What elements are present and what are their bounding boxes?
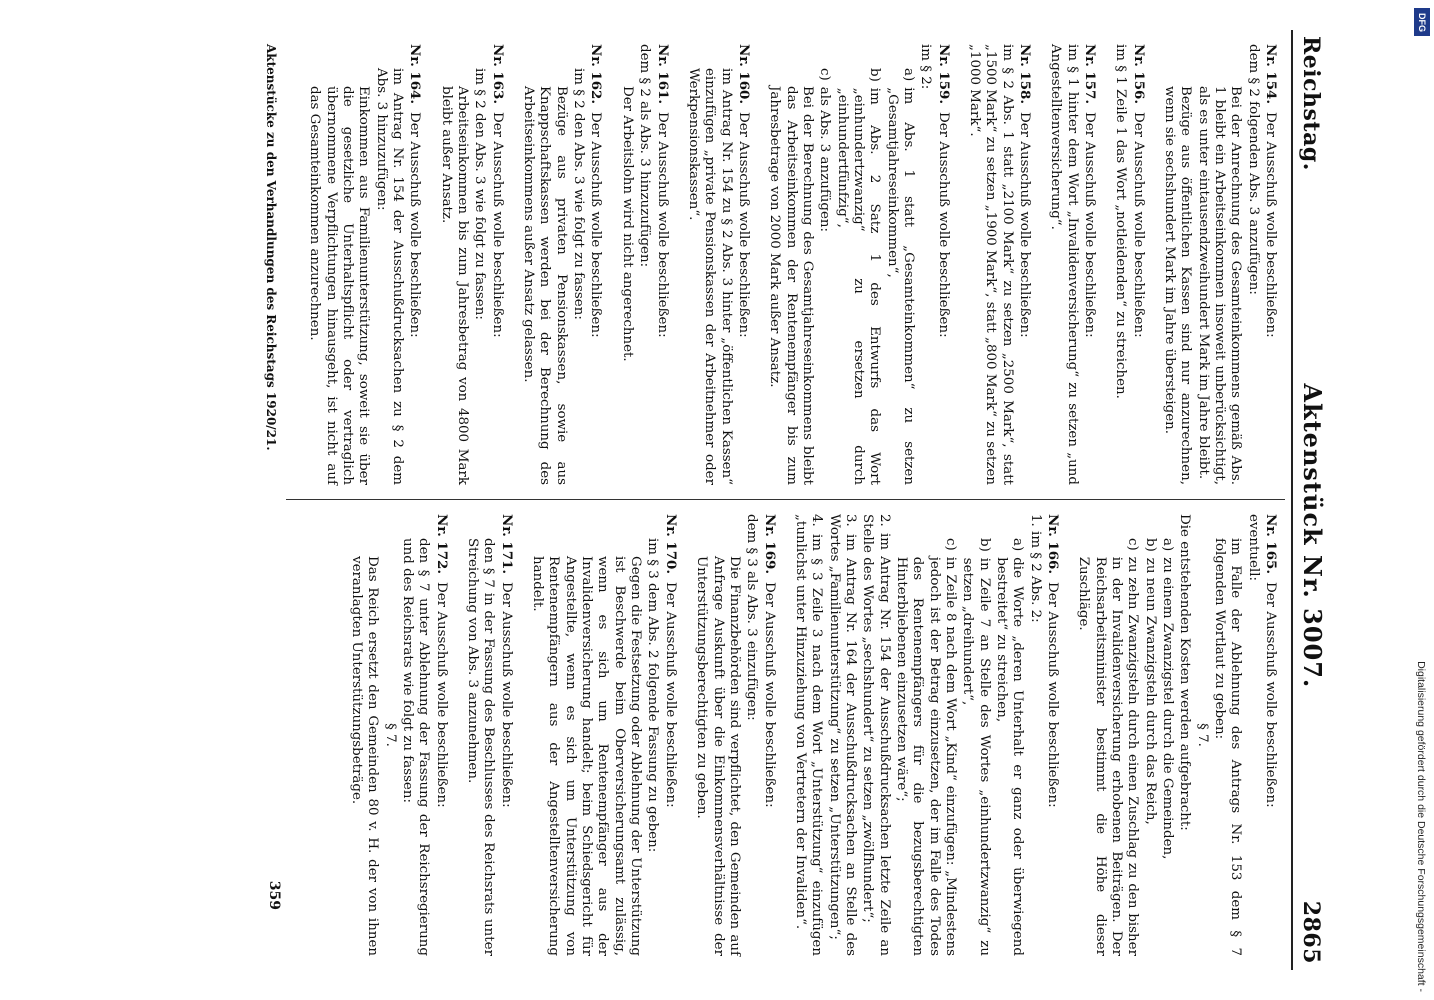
list-item-text: in Zeile 7 an Stelle des Wortes „einhundertzwanzig“ zu setzen „dreihundert“, [960,557,992,956]
motion-number: Nr. 172. [433,514,450,575]
motion-text: im § 2 den Abs. 3 wie folgt zu fassen: [571,68,587,320]
motion-number: Nr. 171. [498,514,515,575]
motion-intro: Der Ausschuß wolle beschließen: [935,112,951,338]
motion-number: Nr. 163. [489,44,506,105]
motion-number: Nr. 161. [654,44,671,105]
motion-number: Nr. 159. [935,44,952,105]
list-item-text: die Worte „deren Unterhalt er ganz oder überwiegend bestreitet“ zu streichen, [994,557,1026,956]
motion-entry [685,44,752,485]
motion-text: dem § 2 folgenden Abs. 3 anzufügen: [1245,44,1261,295]
motion-entry [1075,514,1279,956]
digitization-text: Digitalisierung gefördert durch die Deutsche Forschungsgemeinschaft - [1415,661,1427,992]
motion-entry [520,44,605,485]
motion-text: im § 3 dem Abs. 2 folgende Fassung zu geben: [645,538,661,853]
list-item-text: im Abs. 2 Satz 1 des Entwurfs das Wort „einhundertzwanzig“ zu ersetzen durch „einhundertfünfzig“, [834,87,883,485]
motion-text: im § 2 den Abs. 3 wie folgt zu fassen: [472,68,488,320]
list-item-text: in Zeile 8 nach dem Wort „Kind“ einzufügen: „Mindestens jedoch ist der Betrag einzusetzen, der im Falle des Todes des Rentenempfängers für die bezugsberechtigten Hinterbliebenen einzusetzen wäre“; [893,556,958,956]
motion-text: dem § 2 als Abs. 3 hinzuzufügen: [637,44,653,268]
motion-text: Der Arbeitslohn wird nicht angerechnet. [619,86,635,362]
motion-heading [1081,44,1098,485]
motion-text: den § 7 unter Ablehnung der Fassung der Reichsregierung und des Reichsrats wie folgt zu fassen: [400,538,432,956]
motion-text: im § 1 Zeile 1 das Wort „notleidenden“ zu streichen. [1113,44,1129,399]
list-item [1159,514,1175,956]
motion-text: im Antrag Nr. 154 der Ausschußdrucksachen zu § 2 dem Abs. 3 hinzuzufügen: [373,68,406,485]
motion-text: im § 2 Abs. 1 statt „2100 Mark“ zu setzen „2500 Mark“, statt „1500 Mark“ zu setzen „1900 Mark“, statt „800 Mark“ zu setzen „1000 Mark“. [967,44,1015,485]
motion-intro: Der Ausschuß wolle beschließen: [498,582,514,808]
motion-number: Nr. 157. [1082,44,1099,105]
list-item-marker: b) [1142,538,1158,552]
motion-intro: Der Ausschuß wolle beschließen: [1263,582,1279,808]
motion-entry [1047,44,1098,485]
header-title: Aktenstück Nr. 3007. [1298,383,1327,689]
motion-intro: Der Ausschuß wolle beschließen: [1130,112,1146,338]
motion-text: Bei der Berechnung des Gesamtjahreseinkommens bleibt das Arbeitseinkommen der Rentenempfänger bis zum Jahresbetrage von 2000 Mark außer Ansatz. [767,86,815,485]
right-column [286,500,1285,970]
motion-heading [661,514,678,956]
motion-heading [653,44,670,485]
motion-text: Einkommen aus Familienunterstützung, soweit sie über die gesetzliche Unterhaltspflicht oder vertraglich übernommene Verpflichtungen hinausgeht, ist nicht auf das Gesamteinkommen anzurechnen. [307,86,372,485]
list-item [1141,514,1157,956]
list-item-marker: b) [867,68,883,82]
list-item [816,44,832,485]
motion-text: den § 7 in der Fassung des Beschlusses des Reichsrats unter Streichung von Abs. 3 anzunehmen. [465,538,497,956]
section-heading: § 7. [382,723,398,747]
motion-text: im Antrag Nr. 154 zu § 2 Abs. 3 hinter „öffentlichen Kassen“ einzufügen „private Pensionskassen der Arbeitnehmer oder Werkpensionskassen“. [685,68,734,485]
motion-entry [618,44,670,485]
motion-text: Gegen die Festsetzung oder Ablehnung der Unterstützung ist Beschwerde beim Oberversicherungsamt zulässig, wenn es sich um Rentenempfänger aus der Invalidenversicherung handelt; beim Schiedsgericht für Angestellte, wenn es sich um Unterstützung von Rentenempfängern aus der Angestelltenversicherung handelt. [530,556,644,956]
motion-text: Die Finanzbehörden sind verpflichtet, den Gemeinden auf Anfrage Auskunft über die Einkommensverhältnisse der Unterstützungsberechtigten zu geben. [694,556,742,956]
motion-heading [432,514,449,956]
dfg-logo: DFG [1414,8,1430,36]
motion-text: eventuell: [1245,514,1261,582]
list-item [959,514,992,956]
left-column [286,30,1285,500]
list-item-marker: c) [817,68,833,81]
motion-intro: Der Ausschuß wolle beschließen: [654,112,670,338]
motion-heading [497,514,514,956]
list-item-text: zu neun Zwanzigsteln durch das Reich, [1142,557,1158,825]
motion-intro: Der Ausschuß wolle beschließen: [489,112,505,338]
motion-heading [1016,44,1033,485]
motion-number: Nr. 162. [588,44,605,105]
motion-text: im § 1 hinter dem Wort „Invalidenversicherung“ zu setzen „und Angestelltenversicherung“. [1048,44,1080,485]
motion-text: dem § 3 als Abs. 3 einzufügen: [744,514,760,721]
motion-number: Nr. 170. [662,514,679,575]
text-columns [286,30,1285,970]
list-item-marker: b) [976,538,992,552]
motion-number: Nr. 166. [1045,514,1062,575]
motion-entry [1161,44,1279,485]
motion-number: Nr. 156. [1130,44,1147,105]
motion-intro: Der Ausschuß wolle beschließen: [761,582,777,808]
page-header [1291,30,1377,970]
motion-intro: Der Ausschuß wolle beschließen: [588,112,604,338]
page-number: 2865 [1298,900,1324,964]
motion-text: 2. im Antrag Nr. 154 der Ausschußdrucksachen letzte Zeile an Stelle des Wortes „sechshundert“ zu setzen „zwölfhundert“; [860,514,892,956]
motion-intro: Der Ausschuß wolle beschließen: [1263,112,1279,338]
motion-heading [1044,514,1061,956]
list-item-text: zu zehn Zwanzigsteln durch einen Zuschlag zu den bisher in der Invalidenversicherung erhobenen Beiträgen. Der Reichsarbeitsminister bestimmt die Höhe dieser Zuschläge. [1076,556,1141,956]
motion-entry [1112,44,1147,485]
motion-heading [1129,44,1146,485]
list-item-marker: a) [1010,538,1026,552]
motion-number: Nr. 160. [735,44,752,105]
motion-text: 4. im § 3 Zeile 3 nach dem Wort „Unterstützung“ einzufügen „tunlichst unter Hinzuziehung von Vertretern der Invaliden“. [792,514,825,956]
list-item [893,514,958,956]
motion-intro: Der Ausschuß wolle beschließen: [407,112,423,338]
motion-text: 3. im Antrag Nr. 164 der Ausschußdrucksachen an Stelle des Wortes „Familienunterstützung“ zu setzen „Unterstützungen“; [826,514,858,956]
motion-entry [348,514,450,956]
motion-text: Bei der Anrechnung des Gesamteinkommens gemäß Abs. 1 bleibt ein Arbeitseinkommen insoweit unberücksichtigt, als es unter eintausendzweihundert Mark im Jahre bleibt. [1195,86,1244,485]
motion-number: Nr. 154. [1263,44,1280,105]
list-item [833,44,882,485]
motion-text: Das Reich ersetzt den Gemeinden 80 v. H. der von ihnen veranlagten Unterstützungsbeträge. [348,556,381,956]
motion-heading [934,44,951,485]
list-item [993,514,1026,956]
motion-intro: Der Ausschuß wolle beschließen: [735,112,751,338]
motion-number: Nr. 165. [1263,514,1280,575]
list-item [883,44,916,485]
motion-heading [735,44,752,485]
list-item-text: als Abs. 3 anzufügen: [817,86,833,233]
motion-intro: Der Ausschuß wolle beschließen: [1082,112,1098,338]
motion-entry [437,44,505,485]
motion-text: 1. im § 2 Abs. 2: [1027,514,1043,623]
motion-entry [529,514,679,956]
motion-intro: Der Ausschuß wolle beschließen: [1017,112,1033,338]
motion-intro: Der Ausschuß wolle beschließen: [1045,582,1061,808]
motion-heading [1262,44,1279,485]
motion-entry [306,44,423,485]
footer-source: Aktenstücke zu den Verhandlungen des Reichstags 1920/21. [263,44,278,451]
motion-text: Die entstehenden Kosten werden aufgebracht: [1177,514,1193,831]
list-item-marker: a) [1160,538,1176,552]
motion-entry [966,44,1033,485]
list-item-text: im Abs. 1 statt „Gesamteinkommen“ zu setzen „Gesamtjahreseinkommen“, [884,87,916,485]
motion-intro: Der Ausschuß wolle beschließen: [662,582,678,808]
digitization-notice [1408,0,1434,1000]
motion-heading [587,44,604,485]
list-item [1075,514,1140,956]
list-item-text: zu einem Zwanzigstel durch die Gemeinden, [1160,557,1176,860]
motion-entry [766,44,952,485]
motion-entry [464,514,515,956]
motion-heading [1262,514,1279,956]
signature-number: 359 [265,880,282,910]
list-item-marker: c) [1125,538,1141,551]
motion-text: im Falle der Ablehnung des Antrags Nr. 153 dem § 7 folgenden Wortlaut zu geben: [1212,538,1244,956]
header-left: Reichstag. [1298,36,1324,171]
motion-heading [488,44,505,485]
motion-text: Bezüge aus privaten Pensionskassen, sowie aus Knappschaftskassen werden bei der Berechnung des Arbeitseinkommens außer Ansatz gelassen. [521,86,569,485]
motion-number: Nr. 169. [761,514,778,575]
list-item-marker: a) [900,68,916,82]
motion-text: im § 2: [918,44,934,90]
motion-intro: Der Ausschuß wolle beschließen: [433,582,449,808]
motion-text: Bezüge aus öffentlichen Kassen sind nur anzurechnen, wenn sie sechshundert Mark im Jahre übersteigen. [1162,86,1194,485]
section-heading: § 7. [1194,723,1210,747]
motion-heading [406,44,423,485]
motion-entry [693,514,778,956]
motion-entry [792,514,1062,956]
motion-heading [760,514,777,956]
motion-text: Arbeitseinkommen bis zum Jahresbetrag von 4800 Mark bleibt außer Ansatz. [438,86,471,485]
list-item-marker: c) [942,538,958,551]
motion-number: Nr. 158. [1017,44,1034,105]
motion-number: Nr. 164. [407,44,424,105]
